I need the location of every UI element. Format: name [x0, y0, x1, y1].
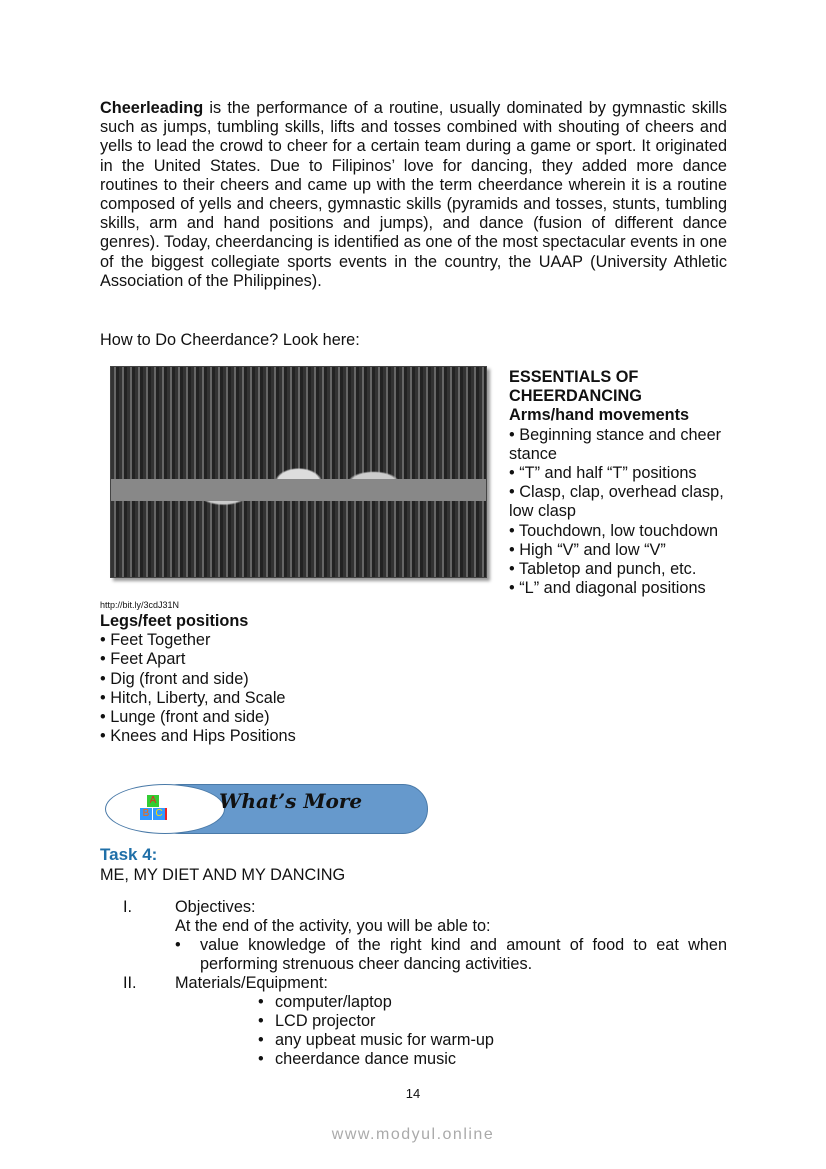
task-label: Task 4: — [100, 845, 158, 864]
material-item: computer/laptop — [275, 993, 392, 1011]
banner-title: What’s More — [219, 789, 363, 813]
whats-more-banner — [104, 783, 429, 837]
cheerdance-photo — [110, 366, 487, 578]
task-name: ME, MY DIET AND MY DANCING — [100, 866, 346, 884]
list-item: • “L” and diagonal positions — [509, 579, 706, 598]
legs-section — [100, 612, 296, 746]
block-a: A — [147, 795, 159, 807]
term-cheerleading: Cheerleading — [100, 99, 204, 117]
section-title: Materials/Equipment: — [175, 974, 328, 992]
list-item: • Clasp, clap, overhead clasp, low clasp — [509, 483, 724, 521]
list-item: • “T” and half “T” positions — [509, 464, 697, 483]
intro-text: is the performance of a routine, usually dominated by gymnastic skills such as jumps, tumbling skills, lifts and tosses combined with shouting of cheers and yells to lead the crowd to cheer for a certain team during a game or sport. It originated in the United States. Due to Filipinos’ love for dancing, they added more dance routines to their cheers and came up with the term cheerdance wherein it is a routine composed of yells and cheers, gymnastic skills (pyramids and tosses, stunts, tumbling skills, arm and hand positions and jumps), and dance (fusion of different dance genres). Today, cheerdancing is identified as one of the most spectacular events in one of the biggest collegiate sports events in the country, the UAAP (University Athletic Association of the Philippines). — [100, 99, 727, 290]
material-item: LCD projector — [275, 1012, 376, 1030]
section-number: II. — [123, 974, 137, 992]
bullet-icon: • — [258, 1012, 264, 1030]
bullet-icon: • — [258, 993, 264, 1011]
photo-source-link[interactable]: http://bit.ly/3cdJ31N — [100, 600, 180, 610]
watermark: www.modyul.online — [331, 1126, 495, 1143]
bullet-icon: • — [258, 1050, 264, 1068]
list-item: • Knees and Hips Positions — [100, 727, 296, 746]
material-item: any upbeat music for warm-up — [275, 1031, 494, 1049]
objective-item: value knowledge of the right kind and amount of food to eat when performing strenuous cheer dancing activities. — [200, 936, 727, 974]
bullet-icon: • — [175, 936, 181, 954]
list-item: • Beginning stance and cheer stance — [509, 425, 722, 463]
section-number: I. — [123, 898, 133, 916]
list-item: • Feet Apart — [100, 650, 186, 669]
list-item: • Feet Together — [100, 631, 211, 650]
page-number: 14 — [405, 1086, 421, 1101]
list-item: • Lunge (front and side) — [100, 708, 270, 727]
abc-blocks-icon — [140, 795, 166, 823]
howto-text: How to Do Cheerdance? Look here: — [100, 331, 360, 349]
block-c: C — [153, 808, 167, 820]
material-item: cheerdance dance music — [275, 1050, 457, 1068]
list-item: • High “V” and low “V” — [509, 540, 666, 559]
bullet-icon: • — [258, 1031, 264, 1049]
legs-title: Legs/feet positions — [100, 612, 249, 630]
photo-banner-band — [111, 479, 486, 501]
essentials-title: ESSENTIALS OF CHEERDANCING — [509, 368, 642, 406]
intro-paragraph — [100, 99, 727, 291]
list-item: • Touchdown, low touchdown — [509, 521, 719, 540]
section-title: Objectives: — [175, 898, 256, 916]
list-item: • Tabletop and punch, etc. — [509, 560, 697, 579]
arms-subtitle: Arms/hand movements — [509, 406, 690, 425]
list-item: • Hitch, Liberty, and Scale — [100, 688, 286, 707]
objectives-intro: At the end of the activity, you will be able to: — [175, 917, 491, 935]
block-b: B — [140, 808, 152, 820]
essentials-section — [509, 368, 734, 598]
list-item: • Dig (front and side) — [100, 669, 249, 688]
